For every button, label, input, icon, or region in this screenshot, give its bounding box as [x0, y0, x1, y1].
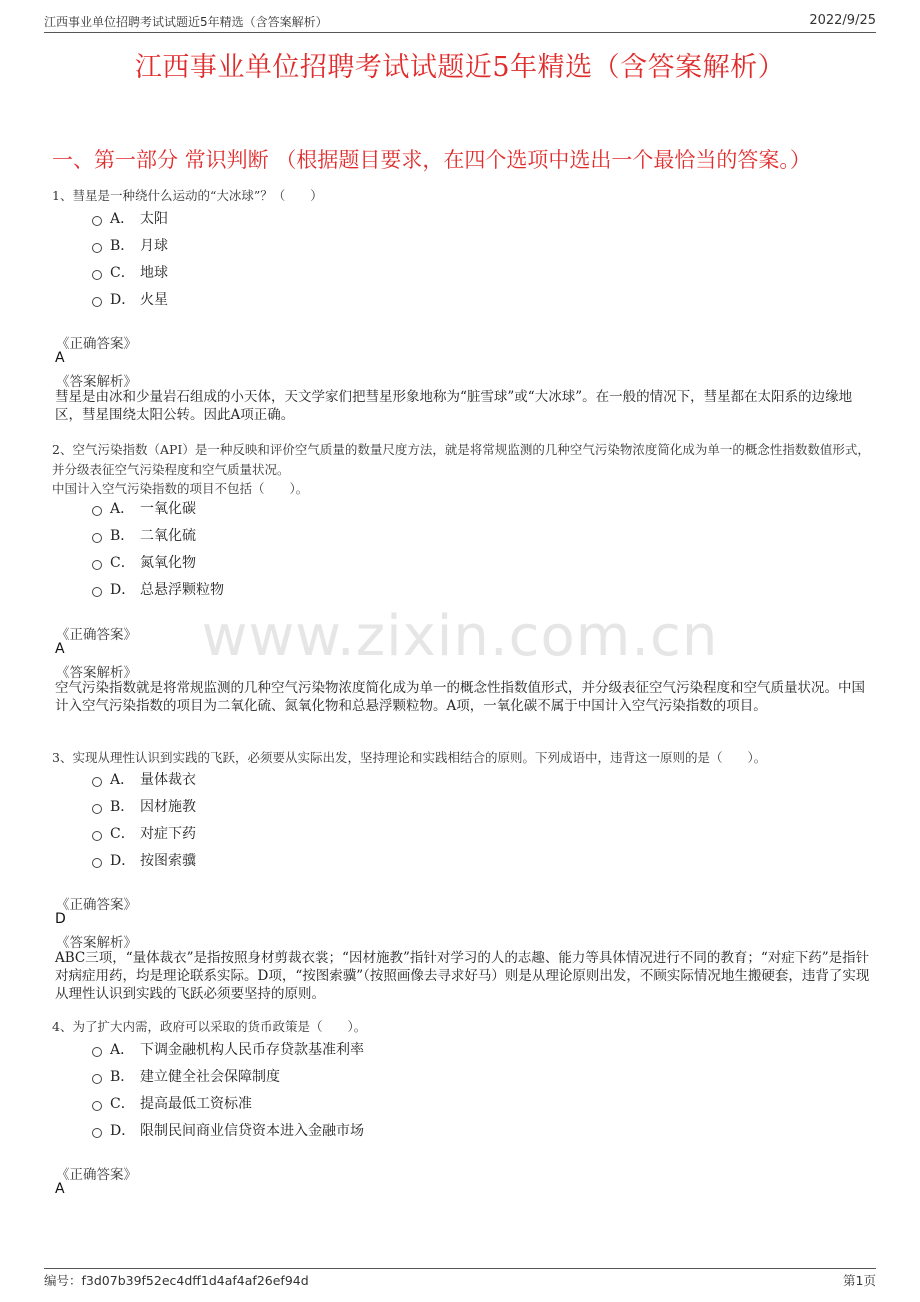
radio-icon[interactable]	[92, 270, 102, 280]
answer-label: 《正确答案》	[56, 1167, 137, 1183]
answer-label: 《正确答案》	[56, 336, 137, 352]
question-1-option-b[interactable]: B． 月球	[92, 235, 168, 257]
question-3-option-b[interactable]: B． 因材施教	[92, 796, 196, 818]
radio-icon[interactable]	[92, 1101, 102, 1111]
question-4-text: 4、为了扩大内需，政府可以采取的货币政策是（ ）。	[52, 1019, 367, 1034]
question-2-subtext: 中国计入空气污染指数的项目不包括（ ）。	[52, 481, 309, 496]
header-date: 2022/9/25	[809, 13, 876, 28]
watermark: www.zixin.com.cn	[201, 604, 719, 669]
document-id: 编号：f3d07b39f52ec4dff1d4af4af26ef94d	[44, 1273, 309, 1288]
question-3-option-d[interactable]: D． 按图索骥	[92, 850, 196, 872]
radio-icon[interactable]	[92, 560, 102, 570]
header-divider	[44, 32, 876, 33]
radio-icon[interactable]	[92, 297, 102, 307]
radio-icon[interactable]	[92, 243, 102, 253]
page-footer	[44, 1271, 876, 1289]
question-1-answer: A	[55, 350, 65, 366]
radio-icon[interactable]	[92, 506, 102, 516]
radio-icon[interactable]	[92, 533, 102, 543]
question-4-answer: A	[55, 1181, 65, 1197]
question-2-explanation: 空气污染指数就是将常规监测的几种空气污染物浓度简化成为单一的概念性指数值形式，并分级表征空气污染程度和空气质量状况。中国计入空气污染指数的项目为二氧化硫、氮氧化物和总悬浮颗粒物。A项，一氧化碳不属于中国计入空气污染指数的项目。	[55, 680, 865, 714]
answer-label: 《正确答案》	[56, 627, 137, 643]
radio-icon[interactable]	[92, 858, 102, 868]
question-2-option-d[interactable]: D． 总悬浮颗粒物	[92, 579, 224, 601]
question-3-answer: D	[55, 911, 66, 927]
question-2-answer: A	[55, 641, 65, 657]
section-heading: 一、第一部分 常识判断 （根据题目要求，在四个选项中选出一个最恰当的答案。）	[52, 148, 811, 172]
radio-icon[interactable]	[92, 216, 102, 226]
question-4-option-d[interactable]: D． 限制民间商业信贷资本进入金融市场	[92, 1120, 364, 1142]
explanation-label: 《答案解析》	[56, 935, 137, 951]
question-4-option-c[interactable]: C． 提高最低工资标准	[92, 1093, 252, 1115]
radio-icon[interactable]	[92, 1128, 102, 1138]
radio-icon[interactable]	[92, 1047, 102, 1057]
question-3-text: 3、实现从理性认识到实践的飞跃，必须要从实际出发，坚持理论和实践相结合的原则。下列成语中，违背这一原则的是（ ）。	[52, 750, 767, 765]
radio-icon[interactable]	[92, 777, 102, 787]
question-1-option-d[interactable]: D． 火星	[92, 289, 168, 311]
question-4-option-a[interactable]: A． 下调金融机构人民币存贷款基准利率	[92, 1039, 364, 1061]
question-1-option-c[interactable]: C． 地球	[92, 262, 168, 284]
question-2-option-c[interactable]: C． 氮氧化物	[92, 552, 196, 574]
question-3-explanation: ABC三项，“量体裁衣”是指按照身材剪裁衣裳；“因材施教”指针对学习的人的志趣、能力等具体情况进行不同的教育；“对症下药”是指针对病症用药，均是理论联系实际。D项，“按图索骥”（按照画像去寻求好马）则是从理论原则出发，不顾实际情况地生搬硬套，违背了实现从理性认识到实践的飞跃必须要坚持的原则。	[55, 950, 870, 1002]
page-header	[44, 13, 876, 31]
question-2-option-a[interactable]: A． 一氧化碳	[92, 498, 196, 520]
question-3-option-c[interactable]: C． 对症下药	[92, 823, 196, 845]
answer-label: 《正确答案》	[56, 897, 137, 913]
question-1-text: 1、彗星是一种绕什么运动的“大冰球”？（ ）	[52, 188, 323, 203]
radio-icon[interactable]	[92, 804, 102, 814]
document-title: 江西事业单位招聘考试试题近5年精选（含答案解析）	[134, 52, 786, 83]
question-1-explanation: 彗星是由冰和少量岩石组成的小天体，天文学家们把彗星形象地称为“脏雪球”或“大冰球”。在一般的情况下，彗星都在太阳系的边缘地区，彗星围绕太阳公转。因此A项正确。	[55, 389, 853, 423]
explanation-label: 《答案解析》	[56, 374, 137, 390]
radio-icon[interactable]	[92, 587, 102, 597]
question-2-text: 2、空气污染指数（API）是一种反映和评价空气质量的数量尺度方法，就是将常规监测的几种空气污染物浓度简化成为单一的概念性指数数值形式，并分级表征空气污染程度和空气质量状况。	[52, 442, 870, 477]
explanation-label: 《答案解析》	[56, 665, 137, 681]
radio-icon[interactable]	[92, 1074, 102, 1084]
question-3-option-a[interactable]: A． 量体裁衣	[92, 769, 196, 791]
page-number: 第1页	[843, 1273, 876, 1288]
question-4-option-b[interactable]: B． 建立健全社会保障制度	[92, 1066, 280, 1088]
footer-divider	[44, 1268, 876, 1269]
question-1-option-a[interactable]: A． 太阳	[92, 208, 168, 230]
header-doc-title: 江西事业单位招聘考试试题近5年精选（含答案解析）	[44, 15, 328, 29]
question-2-option-b[interactable]: B． 二氧化硫	[92, 525, 196, 547]
radio-icon[interactable]	[92, 831, 102, 841]
